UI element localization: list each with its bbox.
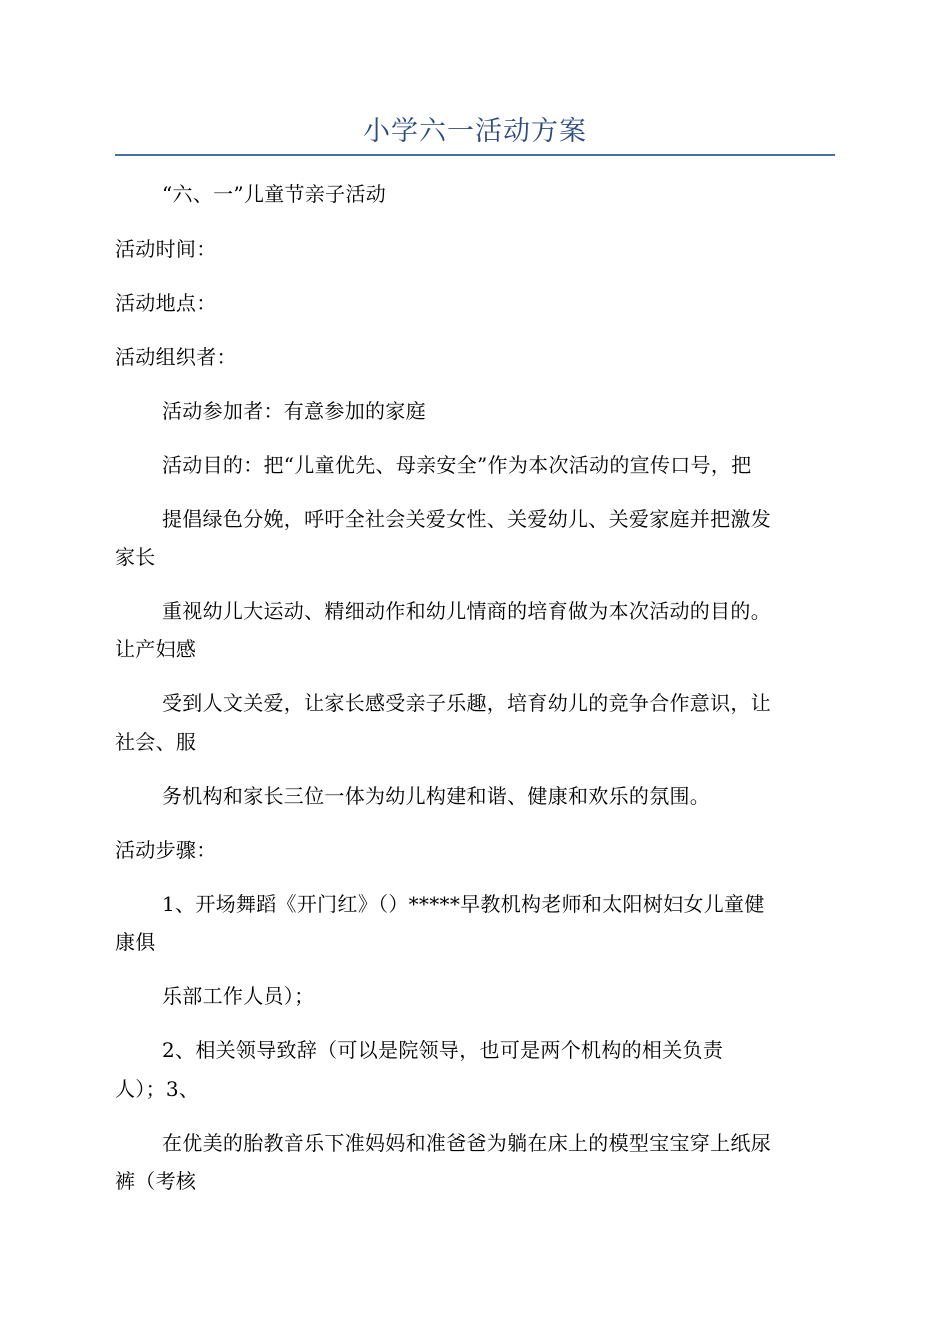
paragraph-line: 人）；3、 bbox=[115, 1077, 200, 1101]
paragraph-line: 活动时间： bbox=[115, 237, 217, 261]
paragraph-line: 活动参加者：有意参加的家庭 bbox=[162, 399, 426, 423]
title-underline bbox=[115, 154, 835, 156]
paragraph-line: 务机构和家长三位一体为幼儿构建和谐、健康和欢乐的氛围。 bbox=[162, 784, 711, 808]
paragraph-line: 活动步骤： bbox=[115, 838, 217, 862]
paragraph-line: 活动目的：把“儿童优先、母亲安全”作为本次活动的宣传口号，把 bbox=[162, 453, 752, 477]
paragraph-line: 康俱 bbox=[115, 930, 156, 954]
paragraph-line: 1、开场舞蹈《开门红》（）*****早教机构老师和太阳树妇女儿童健 bbox=[162, 892, 765, 916]
paragraph-line: 活动组织者： bbox=[115, 345, 237, 369]
paragraph-line: 提倡绿色分娩，呼吁全社会关爱女性、关爱幼儿、关爱家庭并把激发 bbox=[162, 507, 771, 531]
paragraph-line: 重视幼儿大运动、精细动作和幼儿情商的培育做为本次活动的目的。 bbox=[162, 599, 771, 623]
paragraph-line: 乐部工作人员）； bbox=[162, 984, 315, 1008]
document-title: 小学六一活动方案 bbox=[363, 116, 587, 147]
paragraph-line: 社会、服 bbox=[115, 730, 197, 754]
paragraph-line: 受到人文关爱，让家长感受亲子乐趣，培育幼儿的竞争合作意识，让 bbox=[162, 691, 771, 715]
paragraph-line: 裤（考核 bbox=[115, 1169, 197, 1193]
paragraph-line: 让产妇感 bbox=[115, 637, 197, 661]
paragraph-line: 在优美的胎教音乐下准妈妈和准爸爸为躺在床上的模型宝宝穿上纸尿 bbox=[162, 1131, 771, 1155]
paragraph-line: 活动地点： bbox=[115, 291, 217, 315]
paragraph-line: “六、一”儿童节亲子活动 bbox=[162, 182, 387, 206]
paragraph-line: 家长 bbox=[115, 545, 156, 569]
paragraph-line: 2、相关领导致辞（可以是院领导，也可是两个机构的相关负责 bbox=[162, 1038, 724, 1062]
